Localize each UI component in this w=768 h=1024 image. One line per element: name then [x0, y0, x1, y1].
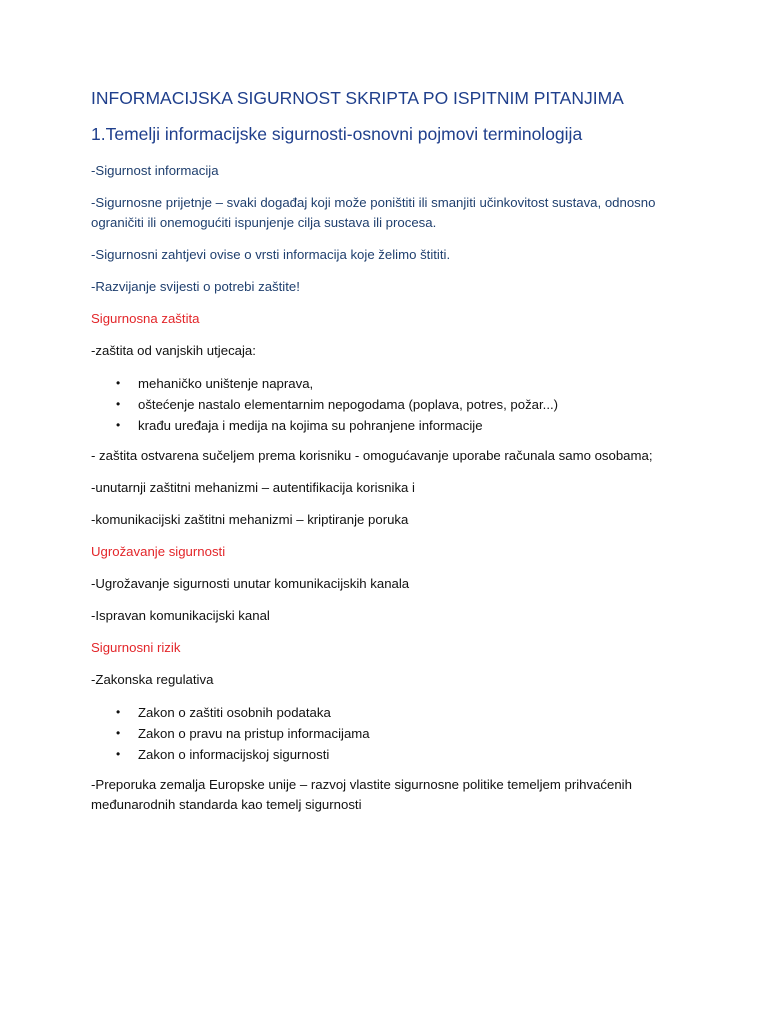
- paragraph-ugrozavanje-kanala: -Ugrožavanje sigurnosti unutar komunikacijskih kanala: [91, 576, 410, 591]
- list-item-text: Zakon o informacijskoj sigurnosti: [138, 747, 330, 762]
- list-item-text: mehaničko uništenje naprava,: [138, 376, 314, 391]
- heading-sigurnosna-zastita: Sigurnosna zaštita: [91, 311, 200, 326]
- list-item: [91, 744, 711, 765]
- list-item-text: oštećenje nastalo elementarnim nepogodama (poplava, potres, požar...): [138, 397, 559, 412]
- section-heading: 1.Temelji informacijske sigurnosti-osnovni pojmovi terminologija: [91, 124, 583, 144]
- paragraph-komunikacijski-mehanizmi: -komunikacijski zaštitni mehanizmi – kriptiranje poruka: [91, 512, 409, 527]
- bullet-icon: •: [116, 705, 121, 719]
- paragraph-sigurnost-informacija: -Sigurnost informacija: [91, 163, 219, 178]
- bullet-icon: •: [116, 418, 121, 432]
- bullet-list-zastita: [91, 373, 711, 436]
- document-title: INFORMACIJSKA SIGURNOST SKRIPTA PO ISPITNIM PITANJIMA: [91, 88, 624, 108]
- paragraph-sigurnosni-zahtjevi: -Sigurnosni zahtjevi ovise o vrsti informacija koje želimo štititi.: [91, 247, 451, 262]
- paragraph-sigurnosne-prijetnje: -Sigurnosne prijetnje – svaki događaj koji može poništiti ili smanjiti učinkovitost sustava, odnosno ograničiti ili onemogućiti ispunjenje cilja sustava ili procesa.: [91, 195, 656, 230]
- bullet-icon: •: [116, 376, 121, 390]
- list-item-text: Zakon o pravu na pristup informacijama: [138, 726, 370, 741]
- paragraph-unutarnji-mehanizmi: -unutarnji zaštitni mehanizmi – autentifikacija korisnika i: [91, 480, 415, 495]
- bullet-icon: •: [116, 397, 121, 411]
- list-item-text: Zakon o zaštiti osobnih podataka: [138, 705, 331, 720]
- heading-sigurnosni-rizik: Sigurnosni rizik: [91, 640, 181, 655]
- list-item-text: krađu uređaja i medija na kojima su pohranjene informacije: [138, 418, 483, 433]
- paragraph-preporuka-eu: -Preporuka zemalja Europske unije – razvoj vlastite sigurnosne politike temeljem prihvaćenih međunarodnih standarda kao temelj sigurnosti: [91, 777, 632, 812]
- list-item: [91, 723, 711, 744]
- paragraph-razvijanje-svijesti: -Razvijanje svijesti o potrebi zaštite!: [91, 279, 300, 294]
- bullet-list-zakoni: [91, 702, 711, 765]
- paragraph-sucelje-korisnik: - zaštita ostvarena sučeljem prema korisniku - omogućavanje uporabe računala samo osobama;: [91, 448, 653, 463]
- list-item: [91, 415, 711, 436]
- list-item: [91, 373, 711, 394]
- heading-ugrozavanje-sigurnosti: Ugrožavanje sigurnosti: [91, 544, 226, 559]
- bullet-icon: •: [116, 726, 121, 740]
- list-item: [91, 702, 711, 723]
- list-item: [91, 394, 711, 415]
- paragraph-zastita-vanjskih: -zaštita od vanjskih utjecaja:: [91, 343, 256, 358]
- document-content: [91, 86, 711, 827]
- bullet-icon: •: [116, 747, 121, 761]
- paragraph-zakonska-regulativa: -Zakonska regulativa: [91, 672, 214, 687]
- paragraph-ispravan-kanal: -Ispravan komunikacijski kanal: [91, 608, 270, 623]
